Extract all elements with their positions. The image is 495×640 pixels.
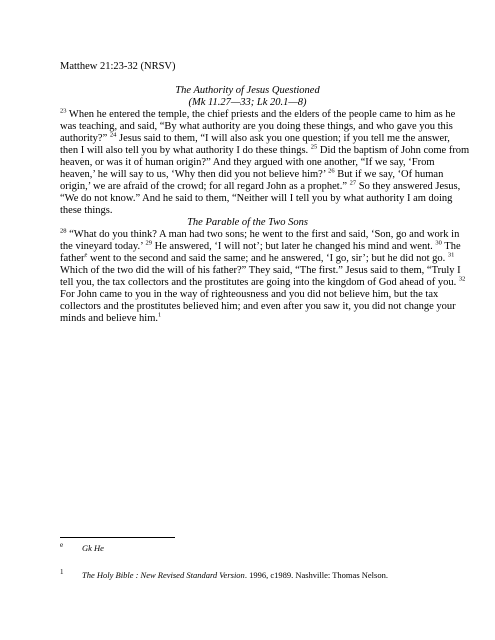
verse-text: heaven, or was it of human origin?” And they argued with one another, “If we say, ‘From: [60, 157, 435, 168]
verse-text: “We do not know.” And he said to them, “Neither will I tell you by what authority I am doing: [60, 193, 453, 204]
verse-number: 25: [310, 143, 318, 151]
verse-text: For John came to you in the way of righteousness and you did not believe him, but the tax: [60, 289, 439, 300]
verse-text: “What do you think? A man had two sons; he went to the first and said, ‘Son, go and work in: [66, 229, 460, 240]
verse-number: 24: [109, 131, 117, 139]
verse-text: Did the baptism of John come from: [317, 145, 470, 156]
verse-text: The: [441, 241, 461, 252]
section-text-authority: [60, 107, 470, 217]
section-subtitle-parallels: (Mk 11.27—33; Lk 20.1—8): [188, 97, 307, 108]
verse-text: heaven,’ he will say to us, ‘Why then did you not believe him?’: [60, 169, 329, 180]
verse-text: Jesus said to them, “I will also ask you one question; if you tell me the answer,: [116, 133, 450, 144]
text-line: [60, 205, 438, 217]
text-line: [60, 167, 444, 181]
footnote-text: . 1996, c1989. Nashville: Thomas Nelson.: [244, 570, 388, 580]
section-title-authority: The Authority of Jesus Questioned: [175, 85, 320, 96]
verse-number: 26: [328, 167, 335, 175]
verse-text: was teaching, and said, “By what authority are you doing these things, and who gave you this: [60, 121, 453, 132]
verse-text: father: [60, 253, 85, 264]
verse-number: 27: [349, 179, 357, 187]
text-line: [60, 227, 460, 241]
verse-text: So they answered Jesus,: [356, 181, 461, 192]
verse-text: authority?”: [60, 133, 110, 144]
verse-text: minds and believe him.: [60, 313, 158, 324]
section-text-two-sons: [60, 227, 466, 325]
verse-text: When he entered the temple, the chief priests and the elders of the people came to him as he: [66, 109, 456, 120]
text-line: [60, 157, 438, 169]
passage-heading: Matthew 21:23-32 (NRSV): [60, 61, 176, 72]
footnote-separator: [60, 537, 175, 538]
text-line: [60, 239, 461, 253]
text-line: [60, 107, 456, 121]
verse-text: these things.: [60, 205, 113, 216]
text-line: [60, 313, 438, 325]
text-line: [60, 131, 450, 145]
verse-number: 31: [447, 251, 455, 259]
verse-number: 30: [435, 239, 442, 247]
verse-number: 23: [60, 107, 67, 115]
footnote-1: 1 The Holy Bible : New Revised Standard Version. 1996, c1989. Nashville: Thomas Nelson.: [60, 568, 388, 580]
section-title-two-sons: The Parable of the Two Sons: [187, 217, 308, 228]
verse-text: went to the second and said the same; and he answered, ‘I go, sir’; but he did not go.: [87, 253, 448, 264]
text-line: [60, 301, 456, 313]
text-line: [60, 179, 461, 193]
verse-text: collectors and the prostitutes believed him; and even after you saw it, you did not change your: [60, 301, 456, 312]
verse-text: tell you, the tax collectors and the prostitutes are going into the kingdom of God ahead of you.: [60, 277, 459, 288]
verse-text: origin,’ we are afraid of the crowd; for all regard John as a prophet.”: [60, 181, 350, 192]
verse-number: 29: [145, 239, 152, 247]
text-line: [60, 265, 461, 277]
text-line: [60, 193, 453, 205]
footnote-source-title: The Holy Bible : New Revised Standard Version: [82, 570, 245, 580]
verse-text: the vineyard today.’: [60, 241, 146, 252]
verse-text: Which of the two did the will of his father?” They said, “The first.” Jesus said to them, “Truly I: [60, 265, 461, 276]
verse-number: e: [84, 251, 88, 259]
text-line: [60, 143, 470, 157]
text-line: [60, 121, 453, 133]
verse-number: 28: [60, 227, 67, 235]
verse-text: then I will also tell you by what authority I do these things.: [60, 145, 311, 156]
footnote-text: Gk He: [82, 543, 104, 553]
verse-text: He answered, ‘I will not’; but later he changed his mind and went.: [151, 241, 436, 252]
verse-number: 1: [157, 311, 162, 319]
text-line: [60, 251, 455, 265]
text-line: [60, 275, 466, 289]
verse-number: 32: [458, 275, 466, 283]
text-line: [60, 289, 438, 301]
verse-text: But if we say, ‘Of human: [334, 169, 444, 180]
footnote-e: e Gk He: [60, 541, 104, 553]
